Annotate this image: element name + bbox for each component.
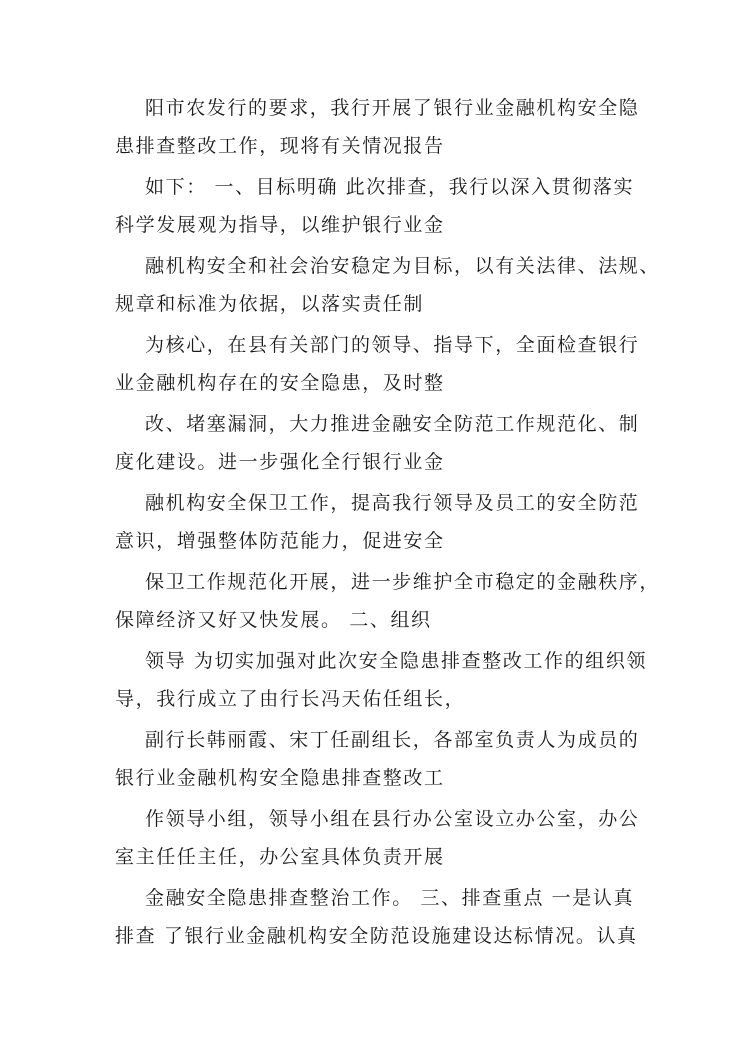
paragraph-5 — [115, 405, 640, 481]
paragraph-line: 领导 为切实加强对此次安全隐患排查整改工作的组织领 — [145, 650, 648, 672]
paragraph-7 — [115, 563, 661, 639]
paragraph-line: 保卫工作规范化开展，进一步维护全市稳定的金融秩序， — [145, 571, 661, 593]
paragraph-6 — [115, 484, 640, 560]
paragraph-line: 保障经济又好又快发展。 二、组织 — [115, 609, 432, 631]
paragraph-1 — [115, 89, 640, 165]
paragraph-line: 融机构安全和社会治安稳定为目标，以有关法律、法规、 — [145, 255, 661, 277]
paragraph-10 — [115, 800, 640, 876]
paragraph-line: 如下： 一、目标明确 此次排查，我行以深入贯彻落实 — [145, 176, 635, 198]
paragraph-line: 排查 了银行业金融机构安全防范设施建设达标情况。认真 — [115, 925, 638, 947]
paragraph-8 — [115, 642, 648, 718]
paragraph-line: 室主任任主任，办公室具体负责开展 — [115, 846, 445, 868]
paragraph-line: 阳市农发行的要求，我行开展了银行业金融机构安全隐 — [145, 97, 640, 119]
paragraph-line: 科学发展观为指导，以维护银行业金 — [115, 214, 445, 236]
paragraph-line: 为核心，在县有关部门的领导、指导下，全面检查银行 — [145, 334, 640, 356]
paragraph-line: 导，我行成立了由行长冯天佑任组长， — [115, 688, 466, 710]
paragraph-4 — [115, 326, 640, 402]
paragraph-3 — [115, 247, 661, 323]
paragraph-line: 度化建设。进一步强化全行银行业金 — [115, 451, 445, 473]
paragraph-line: 作领导小组，领导小组在县行办公室设立办公室，办公 — [145, 808, 640, 830]
paragraph-line: 患排查整改工作，现将有关情况报告 — [115, 135, 445, 157]
paragraph-line: 规章和标准为依据，以落实责任制 — [115, 293, 425, 315]
paragraph-line: 副行长韩丽霞、宋丁任副组长，各部室负责人为成员的 — [145, 729, 640, 751]
paragraph-line: 金融安全隐患排查整治工作。 三、排查重点 一是认真 — [145, 887, 635, 909]
paragraph-line: 融机构安全保卫工作，提高我行领导及员工的安全防范 — [145, 492, 640, 514]
paragraph-11 — [115, 879, 638, 955]
paragraph-line: 改、堵塞漏洞，大力推进金融安全防范工作规范化、制 — [145, 413, 640, 435]
paragraph-2 — [115, 168, 635, 244]
paragraph-line: 意识，增强整体防范能力，促进安全 — [115, 530, 445, 552]
paragraph-line: 业金融机构存在的安全隐患，及时整 — [115, 372, 445, 394]
paragraph-line: 银行业金融机构安全隐患排查整改工 — [115, 767, 445, 789]
paragraph-9 — [115, 721, 640, 797]
